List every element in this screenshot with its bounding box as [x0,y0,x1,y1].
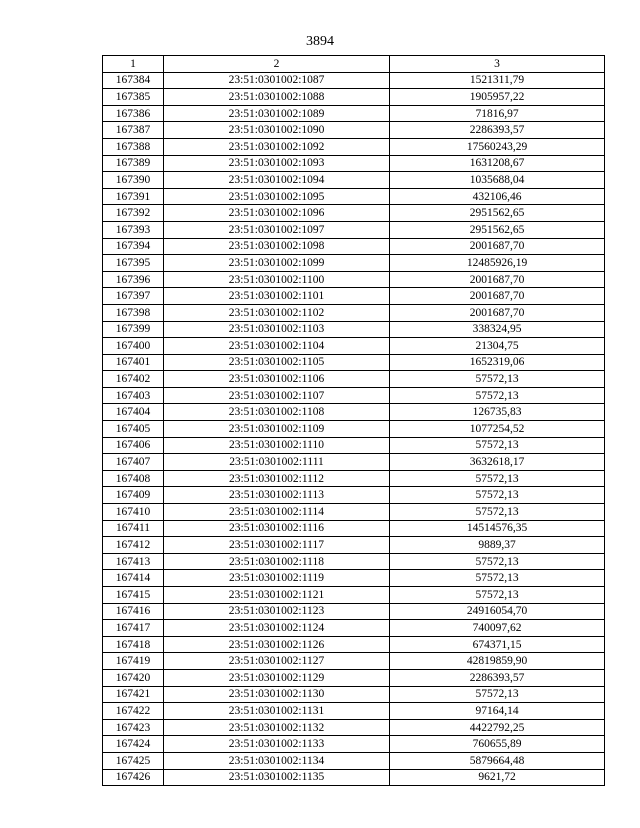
cadastral-number-cell: 23:51:0301002:1093 [164,155,390,172]
row-number-cell: 167408 [103,470,164,487]
cadastral-number-cell: 23:51:0301002:1101 [164,288,390,305]
cadastral-number-cell: 23:51:0301002:1121 [164,587,390,604]
cadastral-number-cell: 23:51:0301002:1102 [164,304,390,321]
value-cell: 5879664,48 [390,752,605,769]
row-number-cell: 167391 [103,188,164,205]
value-cell: 24916054,70 [390,603,605,620]
cadastral-number-cell: 23:51:0301002:1111 [164,454,390,471]
value-cell: 338324,95 [390,321,605,338]
cadastral-number-cell: 23:51:0301002:1124 [164,620,390,637]
table-row [103,570,605,587]
column-header-3: 3 [390,56,605,73]
value-cell: 674371,15 [390,636,605,653]
value-cell: 2001687,70 [390,288,605,305]
cadastral-number-cell: 23:51:0301002:1106 [164,371,390,388]
row-number-cell: 167420 [103,669,164,686]
table-row [103,437,605,454]
row-number-cell: 167424 [103,736,164,753]
row-number-cell: 167392 [103,205,164,222]
value-cell: 2286393,57 [390,122,605,139]
value-cell: 1035688,04 [390,172,605,189]
cadastral-number-cell: 23:51:0301002:1108 [164,404,390,421]
row-number-cell: 167407 [103,454,164,471]
value-cell: 17560243,29 [390,138,605,155]
table-body [103,72,605,786]
table-row [103,553,605,570]
value-cell: 9889,37 [390,537,605,554]
table-row [103,669,605,686]
table-row [103,205,605,222]
cadastral-number-cell: 23:51:0301002:1096 [164,205,390,222]
value-cell: 1652319,06 [390,354,605,371]
row-number-cell: 167412 [103,537,164,554]
value-cell: 57572,13 [390,587,605,604]
value-cell: 760655,89 [390,736,605,753]
cadastral-number-cell: 23:51:0301002:1135 [164,769,390,786]
table-row [103,587,605,604]
value-cell: 42819859,90 [390,653,605,670]
table-row [103,138,605,155]
value-cell: 1521311,79 [390,72,605,89]
table-row [103,421,605,438]
value-cell: 2001687,70 [390,304,605,321]
table-row [103,72,605,89]
table-row [103,338,605,355]
table-row [103,703,605,720]
row-number-cell: 167415 [103,587,164,604]
row-number-cell: 167399 [103,321,164,338]
table-row [103,736,605,753]
row-number-cell: 167388 [103,138,164,155]
column-header-1: 1 [103,56,164,73]
table-row [103,719,605,736]
value-cell: 2951562,65 [390,205,605,222]
value-cell: 2286393,57 [390,669,605,686]
table-row [103,238,605,255]
row-number-cell: 167400 [103,338,164,355]
value-cell: 57572,13 [390,487,605,504]
cadastral-number-cell: 23:51:0301002:1134 [164,752,390,769]
value-cell: 14514576,35 [390,520,605,537]
cadastral-number-cell: 23:51:0301002:1094 [164,172,390,189]
table-row [103,188,605,205]
page-number: 3894 [306,34,334,49]
value-cell: 2951562,65 [390,221,605,238]
table-row [103,255,605,272]
row-number-cell: 167411 [103,520,164,537]
table-row [103,105,605,122]
cadastral-number-cell: 23:51:0301002:1129 [164,669,390,686]
row-number-cell: 167406 [103,437,164,454]
value-cell: 57572,13 [390,553,605,570]
row-number-cell: 167405 [103,421,164,438]
table-row [103,304,605,321]
table-row [103,520,605,537]
table-row [103,636,605,653]
cadastral-number-cell: 23:51:0301002:1132 [164,719,390,736]
row-number-cell: 167387 [103,122,164,139]
value-cell: 57572,13 [390,470,605,487]
row-number-cell: 167386 [103,105,164,122]
cadastral-number-cell: 23:51:0301002:1110 [164,437,390,454]
row-number-cell: 167401 [103,354,164,371]
cadastral-number-cell: 23:51:0301002:1116 [164,520,390,537]
table-row [103,752,605,769]
table-row [103,686,605,703]
cadastral-number-cell: 23:51:0301002:1119 [164,570,390,587]
table-row [103,387,605,404]
row-number-cell: 167398 [103,304,164,321]
table-row [103,371,605,388]
value-cell: 71816,97 [390,105,605,122]
cadastral-number-cell: 23:51:0301002:1113 [164,487,390,504]
table-row [103,155,605,172]
row-number-cell: 167416 [103,603,164,620]
row-number-cell: 167385 [103,89,164,106]
value-cell: 57572,13 [390,371,605,388]
value-cell: 97164,14 [390,703,605,720]
table-row [103,271,605,288]
value-cell: 57572,13 [390,686,605,703]
cadastral-number-cell: 23:51:0301002:1127 [164,653,390,670]
cadastral-number-cell: 23:51:0301002:1092 [164,138,390,155]
cadastral-number-cell: 23:51:0301002:1131 [164,703,390,720]
cadastral-number-cell: 23:51:0301002:1097 [164,221,390,238]
row-number-cell: 167396 [103,271,164,288]
row-number-cell: 167404 [103,404,164,421]
column-header-2: 2 [164,56,390,73]
value-cell: 57572,13 [390,437,605,454]
table-row [103,221,605,238]
table-row [103,620,605,637]
table-row [103,321,605,338]
cadastral-number-cell: 23:51:0301002:1118 [164,553,390,570]
value-cell: 57572,13 [390,387,605,404]
value-cell: 57572,13 [390,570,605,587]
value-cell: 2001687,70 [390,238,605,255]
row-number-cell: 167403 [103,387,164,404]
row-number-cell: 167426 [103,769,164,786]
table-row [103,487,605,504]
row-number-cell: 167397 [103,288,164,305]
cadastral-number-cell: 23:51:0301002:1103 [164,321,390,338]
value-cell: 4422792,25 [390,719,605,736]
table-row [103,122,605,139]
value-cell: 1077254,52 [390,421,605,438]
row-number-cell: 167393 [103,221,164,238]
row-number-cell: 167413 [103,553,164,570]
value-cell: 57572,13 [390,504,605,521]
value-cell: 432106,46 [390,188,605,205]
row-number-cell: 167421 [103,686,164,703]
value-cell: 9621,72 [390,769,605,786]
cadastral-number-cell: 23:51:0301002:1107 [164,387,390,404]
value-cell: 2001687,70 [390,271,605,288]
cadastral-number-cell: 23:51:0301002:1114 [164,504,390,521]
table-row [103,89,605,106]
row-number-cell: 167417 [103,620,164,637]
row-number-cell: 167425 [103,752,164,769]
cadastral-number-cell: 23:51:0301002:1105 [164,354,390,371]
row-number-cell: 167419 [103,653,164,670]
row-number-cell: 167414 [103,570,164,587]
value-cell: 1631208,67 [390,155,605,172]
row-number-cell: 167390 [103,172,164,189]
value-cell: 1905957,22 [390,89,605,106]
cadastral-number-cell: 23:51:0301002:1100 [164,271,390,288]
value-cell: 21304,75 [390,338,605,355]
cadastral-number-cell: 23:51:0301002:1099 [164,255,390,272]
row-number-cell: 167389 [103,155,164,172]
header-row [103,56,605,73]
value-cell: 12485926,19 [390,255,605,272]
data-table [102,55,605,786]
cadastral-number-cell: 23:51:0301002:1109 [164,421,390,438]
value-cell: 740097,62 [390,620,605,637]
cadastral-number-cell: 23:51:0301002:1112 [164,470,390,487]
row-number-cell: 167423 [103,719,164,736]
table-row [103,172,605,189]
table-row [103,404,605,421]
table-row [103,454,605,471]
cadastral-number-cell: 23:51:0301002:1098 [164,238,390,255]
cadastral-number-cell: 23:51:0301002:1123 [164,603,390,620]
row-number-cell: 167409 [103,487,164,504]
cadastral-number-cell: 23:51:0301002:1117 [164,537,390,554]
row-number-cell: 167394 [103,238,164,255]
row-number-cell: 167402 [103,371,164,388]
cadastral-number-cell: 23:51:0301002:1088 [164,89,390,106]
cadastral-number-cell: 23:51:0301002:1095 [164,188,390,205]
row-number-cell: 167418 [103,636,164,653]
cadastral-number-cell: 23:51:0301002:1090 [164,122,390,139]
table-row [103,537,605,554]
table-row [103,288,605,305]
table-row [103,769,605,786]
row-number-cell: 167410 [103,504,164,521]
table-row [103,470,605,487]
table-row [103,354,605,371]
row-number-cell: 167384 [103,72,164,89]
table-row [103,653,605,670]
table-row [103,504,605,521]
value-cell: 126735,83 [390,404,605,421]
row-number-cell: 167422 [103,703,164,720]
value-cell: 3632618,17 [390,454,605,471]
table-header [103,56,605,73]
cadastral-number-cell: 23:51:0301002:1133 [164,736,390,753]
table-row [103,603,605,620]
cadastral-number-cell: 23:51:0301002:1087 [164,72,390,89]
row-number-cell: 167395 [103,255,164,272]
cadastral-number-cell: 23:51:0301002:1089 [164,105,390,122]
cadastral-number-cell: 23:51:0301002:1126 [164,636,390,653]
cadastral-number-cell: 23:51:0301002:1104 [164,338,390,355]
cadastral-number-cell: 23:51:0301002:1130 [164,686,390,703]
